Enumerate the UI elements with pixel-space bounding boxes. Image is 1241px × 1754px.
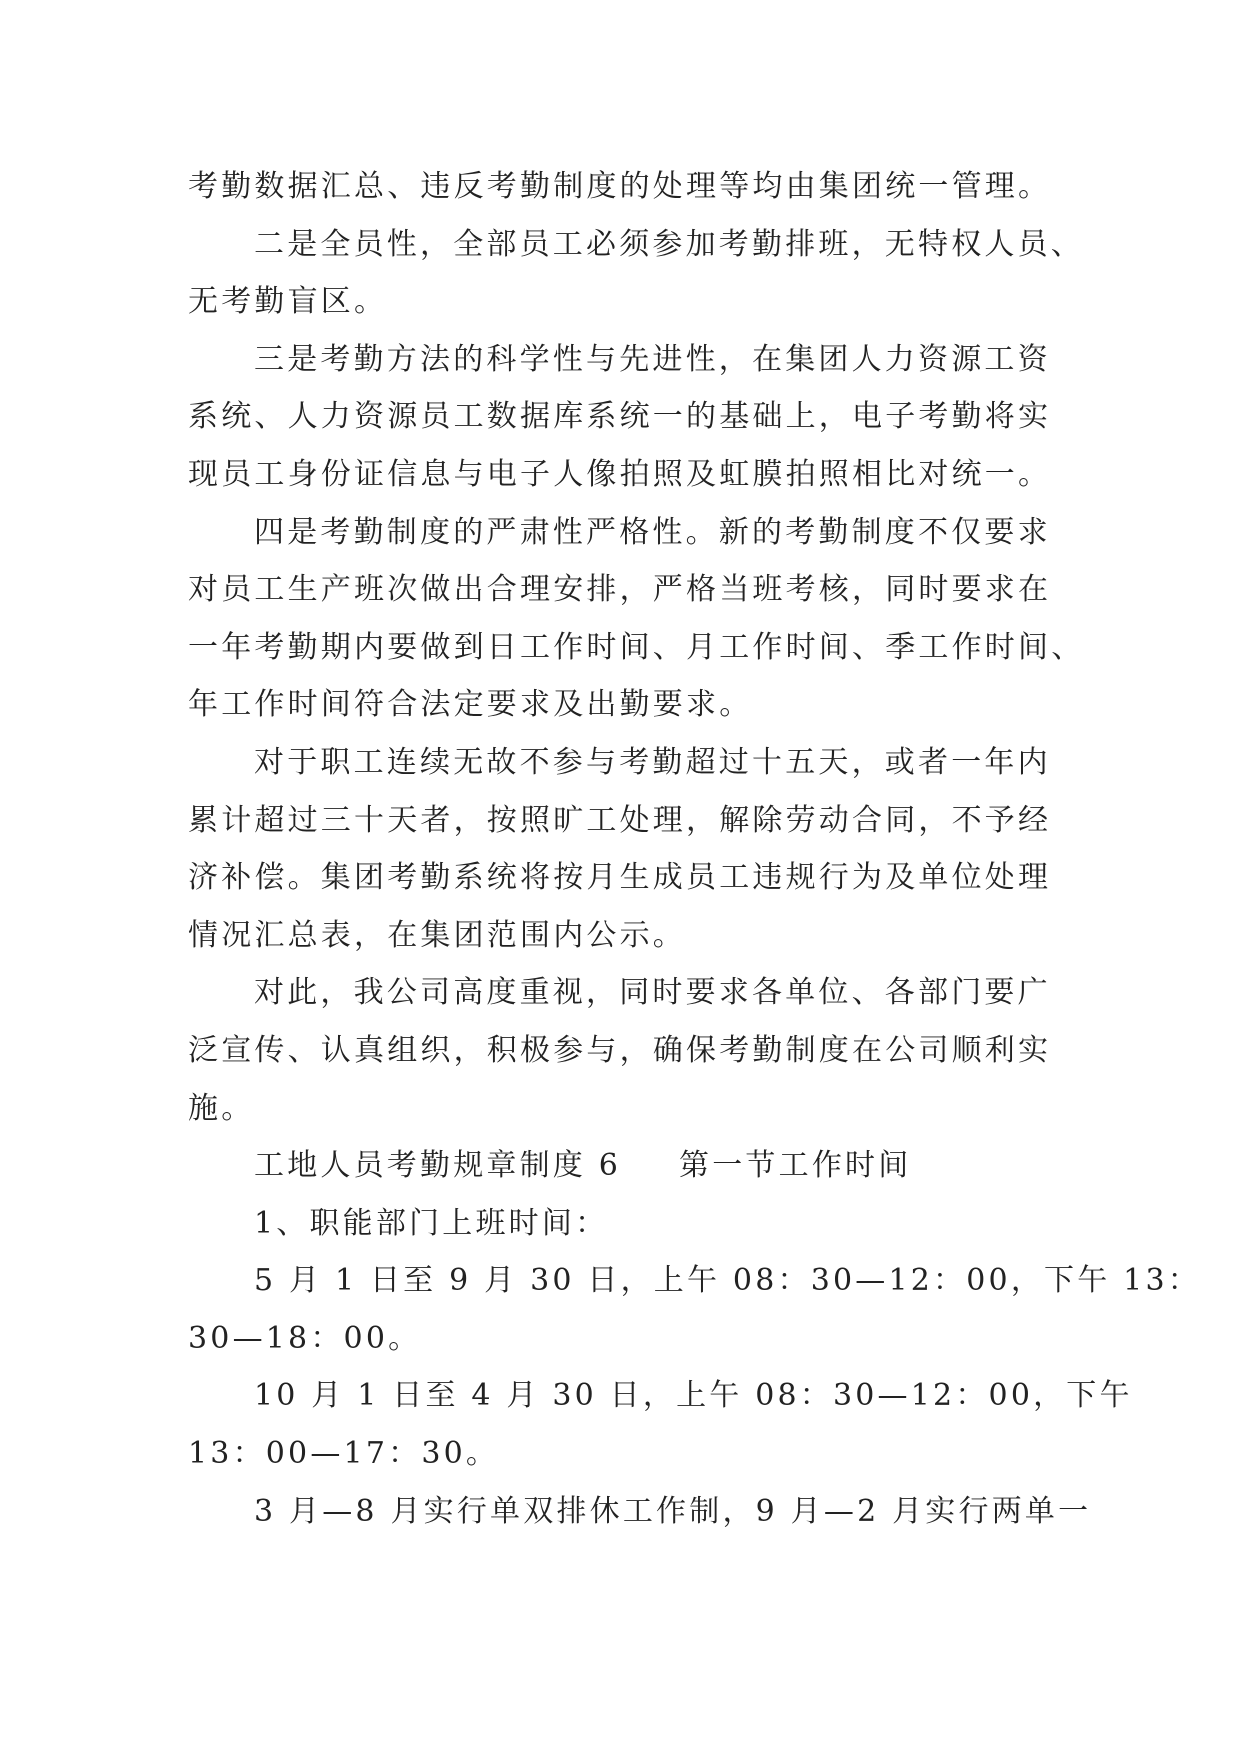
text-line: 3 月—8 月实行单双排休工作制，9 月—2 月实行两单一 [254, 1493, 1092, 1529]
text-line: 10 月 1 日至 4 月 30 日，上午 08：30—12：00，下午 [254, 1378, 1133, 1414]
text-line: 泛宣传、认真组织，积极参与，确保考勤制度在公司顺利实 [188, 1032, 1052, 1068]
text-line: 5 月 1 日至 9 月 30 日，上午 08：30—12：00，下午 13： [254, 1263, 1201, 1299]
text-line: 对于职工连续无故不参与考勤超过十五天，或者一年内 [254, 744, 1051, 780]
section-heading [188, 1137, 1058, 1195]
text-line: 考勤数据汇总、违反考勤制度的处理等均由集团统一管理。 [188, 169, 1052, 204]
text-line: 累计超过三十天者，按照旷工处理，解除劳动合同，不予经 [188, 802, 1052, 838]
text-line: 1、职能部门上班时间： [254, 1205, 609, 1241]
text-line: 三是考勤方法的科学性与先进性，在集团人力资源工资 [254, 341, 1051, 377]
text-line: 一年考勤期内要做到日工作时间、月工作时间、季工作时间、 [188, 629, 1085, 665]
text-line: 系统、人力资源员工数据库系统一的基础上，电子考勤将实 [188, 399, 1052, 435]
text-line: 现员工身份证信息与电子人像拍照及虹膜拍照相比对统一。 [188, 456, 1052, 492]
text-line: 无考勤盲区。 [188, 284, 388, 320]
text-line: 对员工生产班次做出合理安排，严格当班考核，同时要求在 [188, 572, 1052, 608]
document-body [188, 158, 1201, 1540]
text-line: 四是考勤制度的严肃性严格性。新的考勤制度不仅要求 [254, 514, 1051, 550]
section-title: 第一节工作时间 [679, 1148, 912, 1184]
text-line: 情况汇总表，在集团范围内公示。 [188, 917, 686, 953]
text-line: 对此，我公司高度重视，同时要求各单位、各部门要广 [254, 975, 1051, 1011]
text-line: 30—18：00。 [188, 1320, 422, 1356]
text-line: 年工作时间符合法定要求及出勤要求。 [188, 687, 753, 723]
document-title: 工地人员考勤规章制度 6 [254, 1148, 622, 1184]
text-line: 二是全员性，全部员工必须参加考勤排班，无特权人员、 [254, 226, 1084, 262]
text-line: 济补偿。集团考勤系统将按月生成员工违规行为及单位处理 [188, 860, 1052, 896]
text-line: 13：00—17：30。 [188, 1436, 500, 1472]
text-line: 施。 [188, 1090, 255, 1126]
